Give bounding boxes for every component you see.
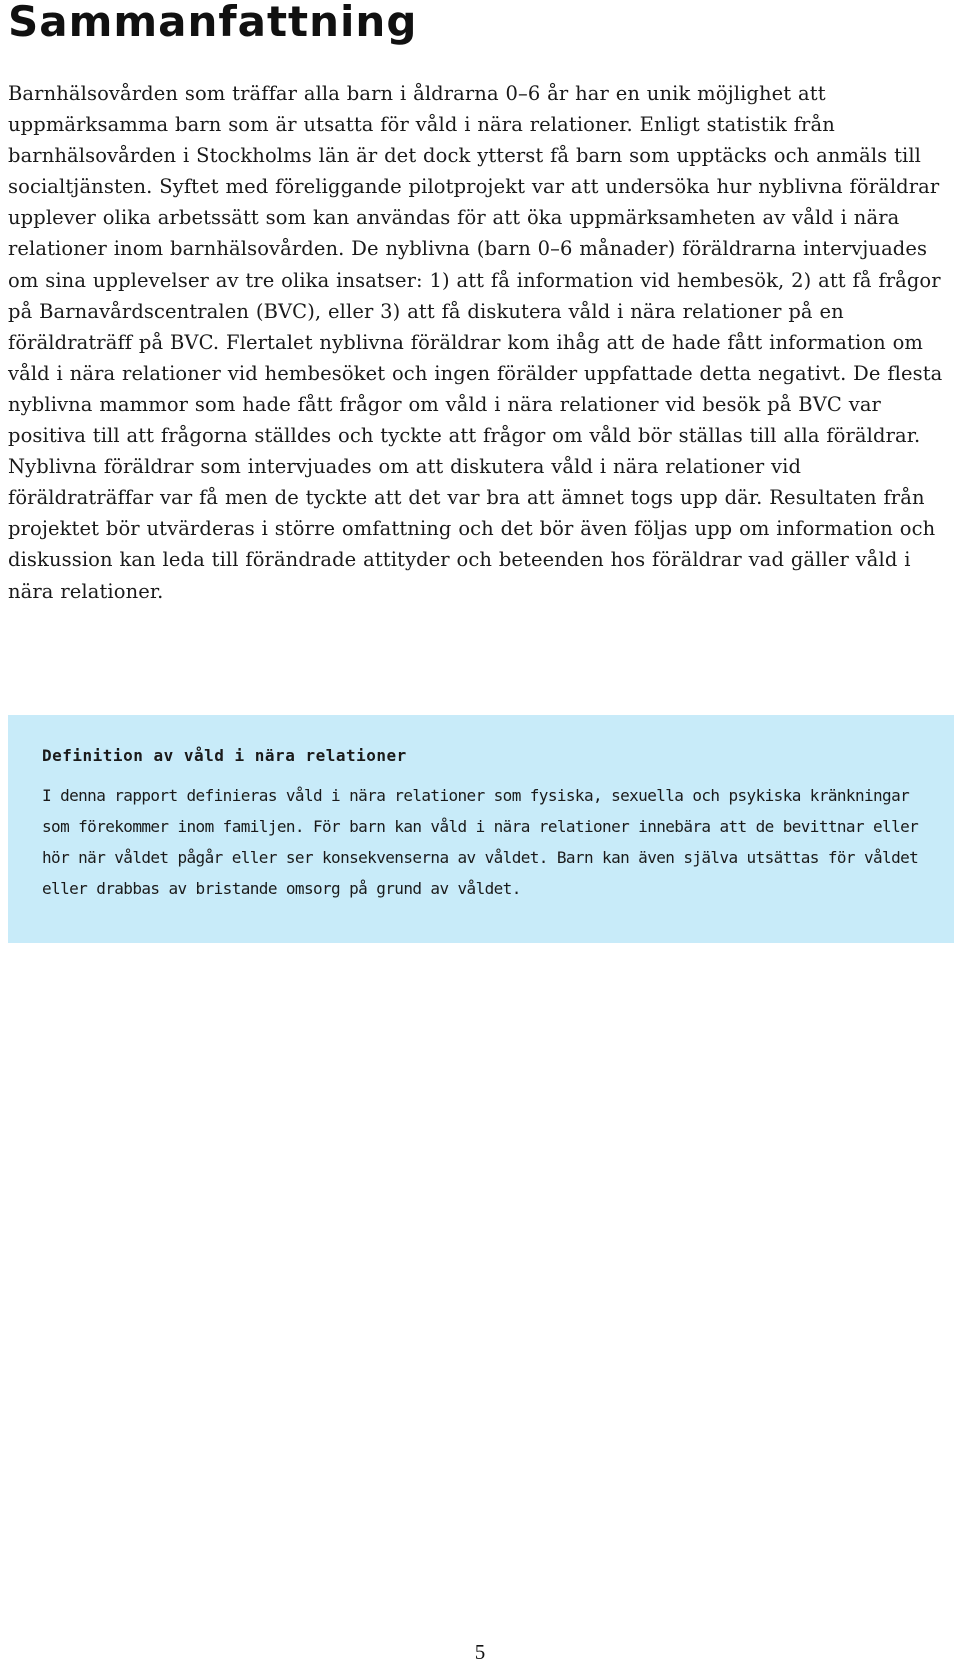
page-title: Sammanfattning [8,0,418,46]
definition-box [8,715,954,943]
page-number: 5 [474,1640,486,1664]
definition-title: Definition av våld i nära relationer [42,746,407,765]
summary-paragraph: Barnhälsovården som träffar alla barn i åldrarna 0–6 år har en unik möjlighet att uppmärksamma barn som är utsatta för våld i nära relationer. Enligt statistik från barnhälsovården i Stockholms län är det dock ytterst få barn som upptäcks och anmäls till socialtjänsten. Syftet med föreliggande pilotprojekt var att undersöka hur nyblivna föräldrar upplever olika arbetssätt som kan användas för att öka uppmärksamheten av våld i nära relationer inom barnhälsovården. De nyblivna (barn 0–6 månader) föräldrarna intervjuades om sina upplevelser av tre olika insatser: 1) att få information vid hembesök, 2) att få frågor på Barnavårdscentralen (BVC), eller 3) att få diskutera våld i nära relationer på en föräldraträff på BVC. Flertalet nyblivna föräldrar kom ihåg att de hade fått information om våld i nära relationer vid hembesöket och ingen förälder uppfattade detta negativt. De flesta nyblivna mammor som hade fått frågor om våld i nära relationer vid besök på BVC var positiva till att frågorna ställdes och tyckte att frågor om våld bör ställas till alla föräldrar. Nyblivna föräldrar som intervjuades om att diskutera våld i nära relationer vid föräldraträffar var få men de tyckte att det var bra att ämnet togs upp där. Resultaten från projektet bör utvärderas i större omfattning och det bör även följas upp om information och diskussion kan leda till förändrade attityder och beteenden hos föräldrar vad gäller våld i nära relationer. [8,82,943,603]
definition-body: I denna rapport definieras våld i nära relationer som fysiska, sexuella och psykiska kränkningar som förekommer inom familjen. För barn kan våld i nära relationer innebära att de bevittnar eller hör när våldet pågår eller ser konsekvenserna av våldet. Barn kan även själva utsättas för våldet eller drabbas av bristande omsorg på grund av våldet. [42,786,919,898]
